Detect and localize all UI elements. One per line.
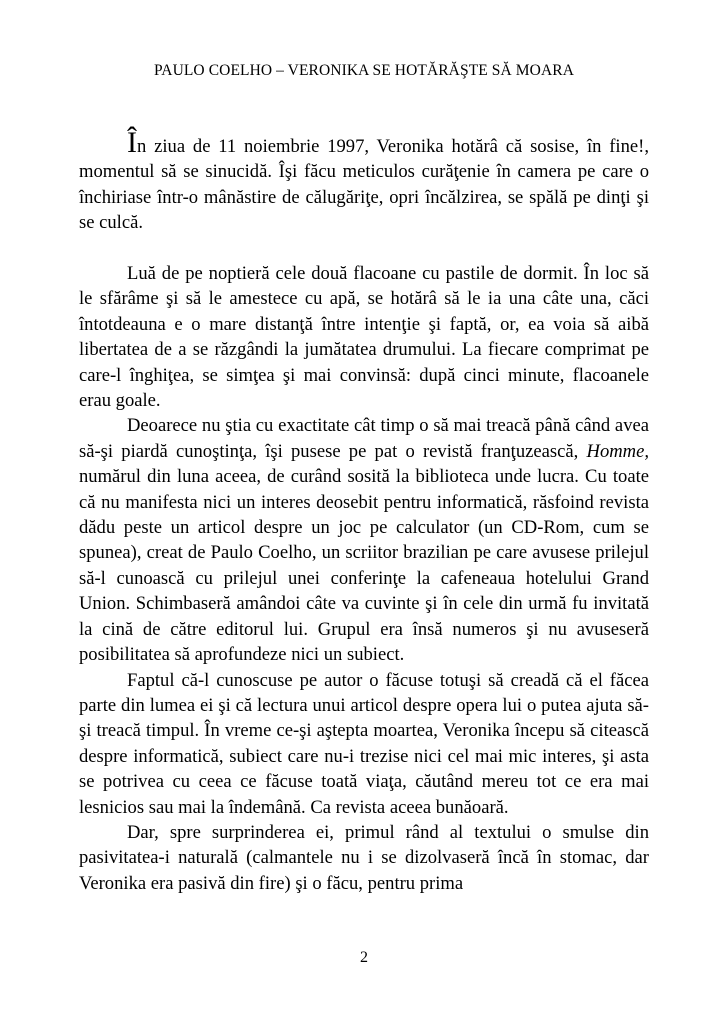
body-text [79, 126, 649, 896]
paragraph-4: Faptul că-l cunoscuse pe autor o făcuse totuşi să creadă că el făcea parte din lumea ei şi că lectura unui articol despre opera lui o putea ajuta să-şi treacă timpul. În vreme ce-şi aştepta moartea, Veronika începu să citească despre informatică, subiect care nu-i trezise nici cel mai mic interes, şi asta se potrivea cu ceea ce făcuse toată viaţa, căutând mereu tot ce era mai lesnicios sau mai la îndemână. Ca revista aceea bunăoară. [79, 669, 649, 818]
running-header: PAULO COELHO – VERONIKA SE HOTĂRĂŞTE SĂ MOARA [153, 62, 575, 79]
drop-cap: Î [127, 126, 137, 159]
paragraph-5: Dar, spre surprinderea ei, primul rând al textului o smulse din pasivitatea-i naturală (calmantele nu i se dizolvaseră încă în stomac, dar Veronika era pasivă din fire) şi o făcu, pentru prima [79, 821, 649, 894]
paragraph-3-text-before: Deoarece nu ştia cu exactitate cât timp o să mai treacă până când avea să-şi piardă cunoştinţa, îşi pusese pe pat o revistă franţuzească, [79, 415, 649, 462]
magazine-title: Homme, [586, 440, 649, 462]
paragraph-1-text: n ziua de 11 noiembrie 1997, Veronika hotărâ că sosise, în fine!, momentul să se sinucidă. Îşi făcu meticulos curăţenie în camera pe care o închiriase într-o mânăstire de călugăriţe, opri încălzirea, se spălă pe dinţi şi se culcă. [79, 136, 649, 234]
paragraph-1 [79, 126, 649, 236]
paragraph-3-text-after: numărul din luna aceea, de curând sosită la biblioteca unde lucra. Cu toate că nu manifesta nici un interes deosebit pentru informatică, răsfoind revista dădu peste un articol despre un joc pe calculator (un CD-Rom, cum se spunea), creat de Paulo Coelho, un scriitor brazilian pe care avusese prilejul să-l cunoască cu prilejul unei conferinţe la cafeneaua hotelului Grand Union. Schimbaseră amândoi câte va cuvinte şi în cele din urmă fu invitată la cină de către editorul lui. Grupul era însă numeros şi nu avuseseră posibilitatea să aprofundeze nici un subiect. [79, 466, 649, 666]
paragraph-spacer [79, 236, 649, 261]
paragraph-3 [79, 413, 649, 667]
paragraph-2: Luă de pe noptieră cele două flacoane cu pastile de dormit. În loc să le sfărâme şi să le amestece cu apă, se hotărâ să le ia una câte una, căci întotdeauna e o mare distanţă între intenţie şi faptă, or, ea voia să aibă libertatea de a se răzgândi la jumătatea drumului. La fiecare comprimat pe care-l înghiţea, se simţea şi mai convinsă: după cinci minute, flacoanele erau goale. [79, 263, 649, 412]
page-number: 2 [360, 949, 368, 966]
